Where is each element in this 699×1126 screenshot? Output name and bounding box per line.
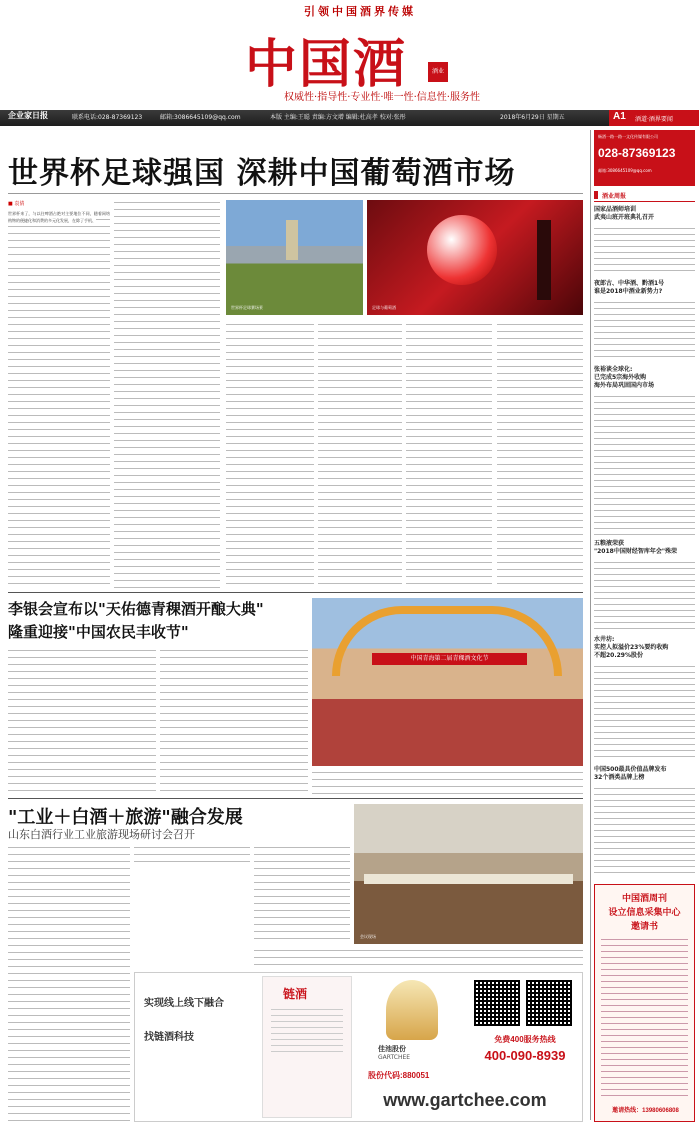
- header-bar: [0, 110, 699, 126]
- bottle-icon: [386, 980, 438, 1040]
- recruit-body: [601, 937, 688, 1097]
- side-section-header: [594, 190, 695, 202]
- page-number: A1: [613, 111, 626, 122]
- wine-bottle-icon: [537, 220, 551, 300]
- side-ad-phone: 028-87369123: [598, 146, 676, 160]
- side-item-title: 水井坊: 实控人拟溢价23%要约收购 不超20.29%股份: [594, 636, 669, 659]
- side-item-body: [594, 394, 695, 536]
- side-item-body: [594, 664, 695, 760]
- side-item-title: 夜郎古、中华酒、黔酒1号 谁是2018中酒业新势力?: [594, 280, 665, 295]
- headline2-line1: 李银会宣布以"天佑德青稞酒开酿大典": [8, 600, 264, 618]
- story3-column4: [254, 948, 583, 968]
- masthead-seal: 酒业: [428, 62, 448, 82]
- divider: [8, 193, 583, 194]
- sidebar-divider: [590, 130, 591, 1120]
- side-ad-email: 邮箱:3086645109@qq.com: [598, 168, 652, 173]
- story1-column5: [406, 322, 492, 588]
- story2-column1: [8, 648, 156, 794]
- ad2-name: 链酒: [283, 987, 308, 1001]
- ad2-details: [271, 1007, 343, 1057]
- photo-meeting: [354, 804, 583, 944]
- festival-banner: 中国青海第二届青稞酒文化节: [372, 653, 527, 665]
- photo-stadium: [226, 200, 363, 315]
- side-item-body: [594, 300, 695, 360]
- qr-code-icon: [474, 980, 520, 1026]
- story3-column1: [8, 845, 130, 1121]
- headline3: "工业＋白酒＋旅游"融合发展: [8, 807, 243, 828]
- story3-column2: [134, 845, 250, 865]
- header-phone: 联系电话:028-87369123: [72, 114, 143, 121]
- header-date: 2018年6月29日 星期五: [500, 114, 565, 121]
- recruit-box: [594, 884, 695, 1122]
- story1-column1: [8, 210, 110, 588]
- side-item-body: [594, 226, 695, 274]
- subhead3: 山东白酒行业工业旅游现场研讨会召开: [8, 828, 195, 841]
- headline2-line2: 隆重迎接"中国农民丰收节": [8, 623, 189, 641]
- recruit-line1: 中国酒周刊: [621, 894, 667, 904]
- story3-column3: [254, 845, 350, 945]
- recruit-line3: 邀请书: [630, 922, 658, 932]
- story1-byline: ■ 袁倩: [8, 201, 25, 207]
- photo3-caption: 会议现场: [360, 934, 376, 939]
- side-section-marker: [594, 191, 598, 199]
- side-item-body: [594, 786, 695, 876]
- recruit-line2: 设立信息采集中心: [608, 908, 681, 918]
- story2-column3: [312, 770, 583, 794]
- photo-festival: [312, 598, 583, 766]
- story1-column4: [318, 322, 402, 588]
- masthead-slogan: 权威性·指导性·专业性·唯一性·信息性·服务性: [284, 92, 480, 103]
- story1-column6: [497, 322, 583, 588]
- ad1-line2: 找链酒科技: [144, 1032, 194, 1043]
- ad4-line1: 免费400服务热线: [494, 1035, 556, 1044]
- ad-lianjiu-text: [138, 990, 258, 1100]
- story1-lead: 世界杯来了，与以往啤酒占绝对主要地位不同，随着网络购物的便捷化和消费的多元化发展，在除了手机、: [8, 211, 110, 223]
- story1-column2: [114, 200, 220, 588]
- side-section-title: 酒业周报: [602, 194, 627, 200]
- photo2-caption: 足球与葡萄酒: [372, 305, 396, 310]
- side-item-title: 中国500最具价值品牌发布 32个酒类品牌上榜: [594, 766, 667, 781]
- header-editors: 本版 主编:王聪 责编:方文增 编辑:杜高孝 校对:张彤: [270, 114, 406, 121]
- meeting-table: [364, 874, 573, 884]
- paper-name: 企业家日报: [8, 110, 48, 120]
- photo-tower: [286, 220, 298, 260]
- recruit-hotline: 邀请热线：13980606808: [612, 1108, 679, 1114]
- ad1-line1: 实现线上线下融合: [144, 998, 224, 1009]
- website-url: www.gartchee.com: [383, 1090, 547, 1110]
- side-item-title: 五粮液荣获 "2018中国财经智库年会"殊荣: [594, 540, 677, 555]
- page-tab: [609, 110, 699, 126]
- side-ad: [594, 130, 695, 186]
- side-item-title: 国家品酒师培训 武夷山班开班典礼召开: [594, 206, 655, 221]
- photo-football-wine: [367, 200, 583, 315]
- divider: [8, 798, 583, 799]
- ad-lianjiu-card: [262, 976, 352, 1118]
- side-ad-company: 畅酒一路一路一文化传媒有限公司: [598, 134, 658, 139]
- masthead-top-slogan: 引领中国酒界传媒: [304, 5, 416, 18]
- masthead-logo: 中国酒: [245, 34, 408, 95]
- ad-gartchee: [356, 976, 468, 1096]
- qr-code-icon: [526, 980, 572, 1026]
- ad4-phone: 400-090-8939: [484, 1048, 566, 1063]
- side-item-title: 张裕谈全球化: 已完成5宗海外收购 海外布局巩固国内市场: [594, 366, 655, 389]
- football-icon: [427, 215, 497, 285]
- story1-column3: [226, 322, 314, 588]
- main-headline: 世界杯足球强国 深耕中国葡萄酒市场: [8, 156, 516, 191]
- story2-column2: [160, 648, 308, 794]
- photo1-caption: 世界杯足球赛场景: [231, 305, 263, 310]
- side-item-body: [594, 560, 695, 630]
- ad3-code: 股份代码:880051: [368, 1071, 430, 1080]
- header-email: 邮箱:3086645109@qq.com: [160, 114, 241, 121]
- rainbow-arch: [332, 606, 562, 676]
- page-section: 酒道·酒界要闻: [635, 116, 673, 123]
- divider: [8, 592, 583, 593]
- ad3-english: GARTCHEE: [378, 1054, 411, 1061]
- ad3-name: 佳池股份: [378, 1046, 406, 1053]
